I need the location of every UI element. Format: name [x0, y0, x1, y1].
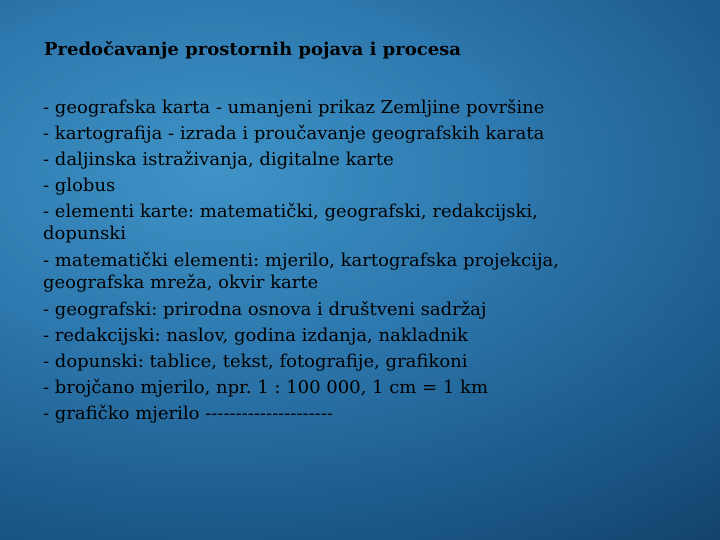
list-item-line: - elementi karte: matematički, geografski, redakcijski, — [43, 201, 538, 222]
list-item: - geografska karta - umanjeni prikaz Zemljine površine — [43, 97, 545, 118]
list-item: - globus — [43, 175, 116, 196]
list-item: - redakcijski: naslov, godina izdanja, nakladnik — [43, 325, 468, 346]
list-item: - dopunski: tablice, tekst, fotografije, grafikoni — [43, 351, 468, 372]
list-item: - grafičko mjerilo --------------------- — [43, 403, 333, 424]
slide-title: Predočavanje prostornih pojava i procesa — [44, 39, 461, 60]
list-item — [43, 248, 653, 294]
list-item-continuation: dopunski — [43, 223, 126, 244]
list-item — [43, 199, 653, 245]
bullet-list — [43, 95, 653, 427]
list-item: - kartografija - izrada i proučavanje geografskih karata — [43, 123, 545, 144]
list-item: - geografski: prirodna osnova i društveni sadržaj — [43, 299, 487, 320]
list-item: - daljinska istraživanja, digitalne karte — [43, 149, 394, 170]
list-item: - brojčano mjerilo, npr. 1 : 100 000, 1 cm = 1 km — [43, 377, 489, 398]
list-item-line: - matematički elementi: mjerilo, kartografska projekcija, — [43, 250, 560, 271]
list-item-continuation: geografska mreža, okvir karte — [43, 272, 319, 293]
